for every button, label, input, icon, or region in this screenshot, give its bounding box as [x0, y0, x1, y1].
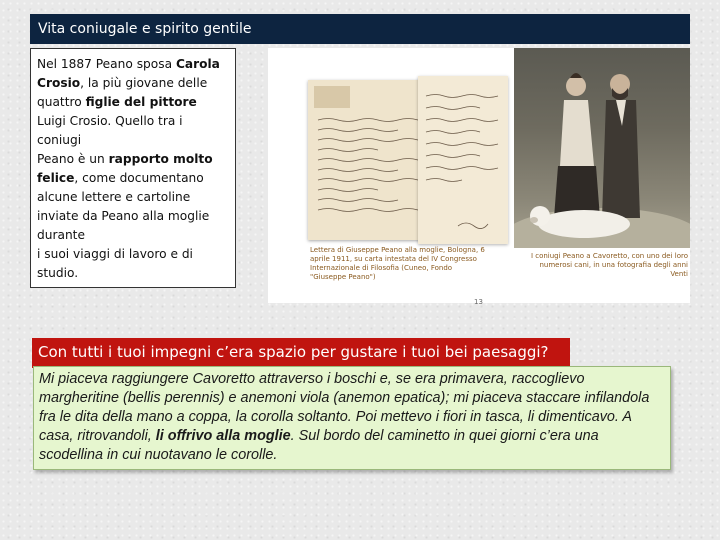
answer-text: . Sul bordo del caminetto in quei giorni c’era una scodellina in cui nuotavano le corolle.: [39, 428, 599, 463]
intro-text: Peano è un: [37, 152, 109, 166]
intro-highlight-rapporto: rapporto molto felice: [37, 152, 213, 185]
letter-handwriting: [418, 76, 508, 244]
page-number: 13: [474, 298, 483, 306]
slide-title: Vita coniugale e spirito gentile: [30, 14, 690, 44]
letter-second-page: [418, 76, 508, 244]
intro-text: , come documentano alcune lettere e cartoline inviate da Peano alla moglie durante: [37, 171, 210, 242]
intro-text: , la più giovane delle quattro: [37, 76, 208, 109]
intro-text: Nel 1887 Peano sposa: [37, 57, 176, 71]
photo-caption: I coniugi Peano a Cavoretto, con uno dei loro numerosi cani, in una fotografia degli anni Venti: [530, 252, 688, 278]
letter-caption: Lettera di Giuseppe Peano alla moglie, Bologna, 6 aprile 1911, su carta intestata del IV Congresso Internazionale di Filosofia (Cuneo, Fondo "Giuseppe Peano"): [310, 246, 485, 281]
intro-text: i suoi viaggi di lavoro e di studio.: [37, 247, 193, 280]
intro-text: Luigi Crosio. Quello tra i coniugi: [37, 114, 183, 147]
answer-highlight: li offrivo alla moglie: [155, 428, 291, 444]
photo-panel: [268, 48, 690, 306]
intro-text-box: [30, 48, 236, 288]
intro-highlight-figlie: figlie del pittore: [85, 95, 197, 109]
intro-highlight-carola: Carola Crosio: [37, 57, 220, 90]
couple-photo-illustration: [514, 48, 690, 248]
answer-text-box: [33, 366, 671, 470]
answer-text: Mi piaceva raggiungere Cavoretto attraverso i boschi e, se era primavera, raccoglievo margheritine (bellis perennis) e anemoni viola (anemon epatica); mi piaceva staccare infilandola fra le dita della mano a coppa, la corolla soltanto. Poi mettevo i fiori in tasca, li dimenticavo. A casa, ritrovandoli,: [39, 371, 650, 444]
question-heading: Con tutti i tuoi impegni c’era spazio per gustare i tuoi bei paesaggi?: [32, 338, 570, 368]
couple-photo: [514, 48, 690, 248]
